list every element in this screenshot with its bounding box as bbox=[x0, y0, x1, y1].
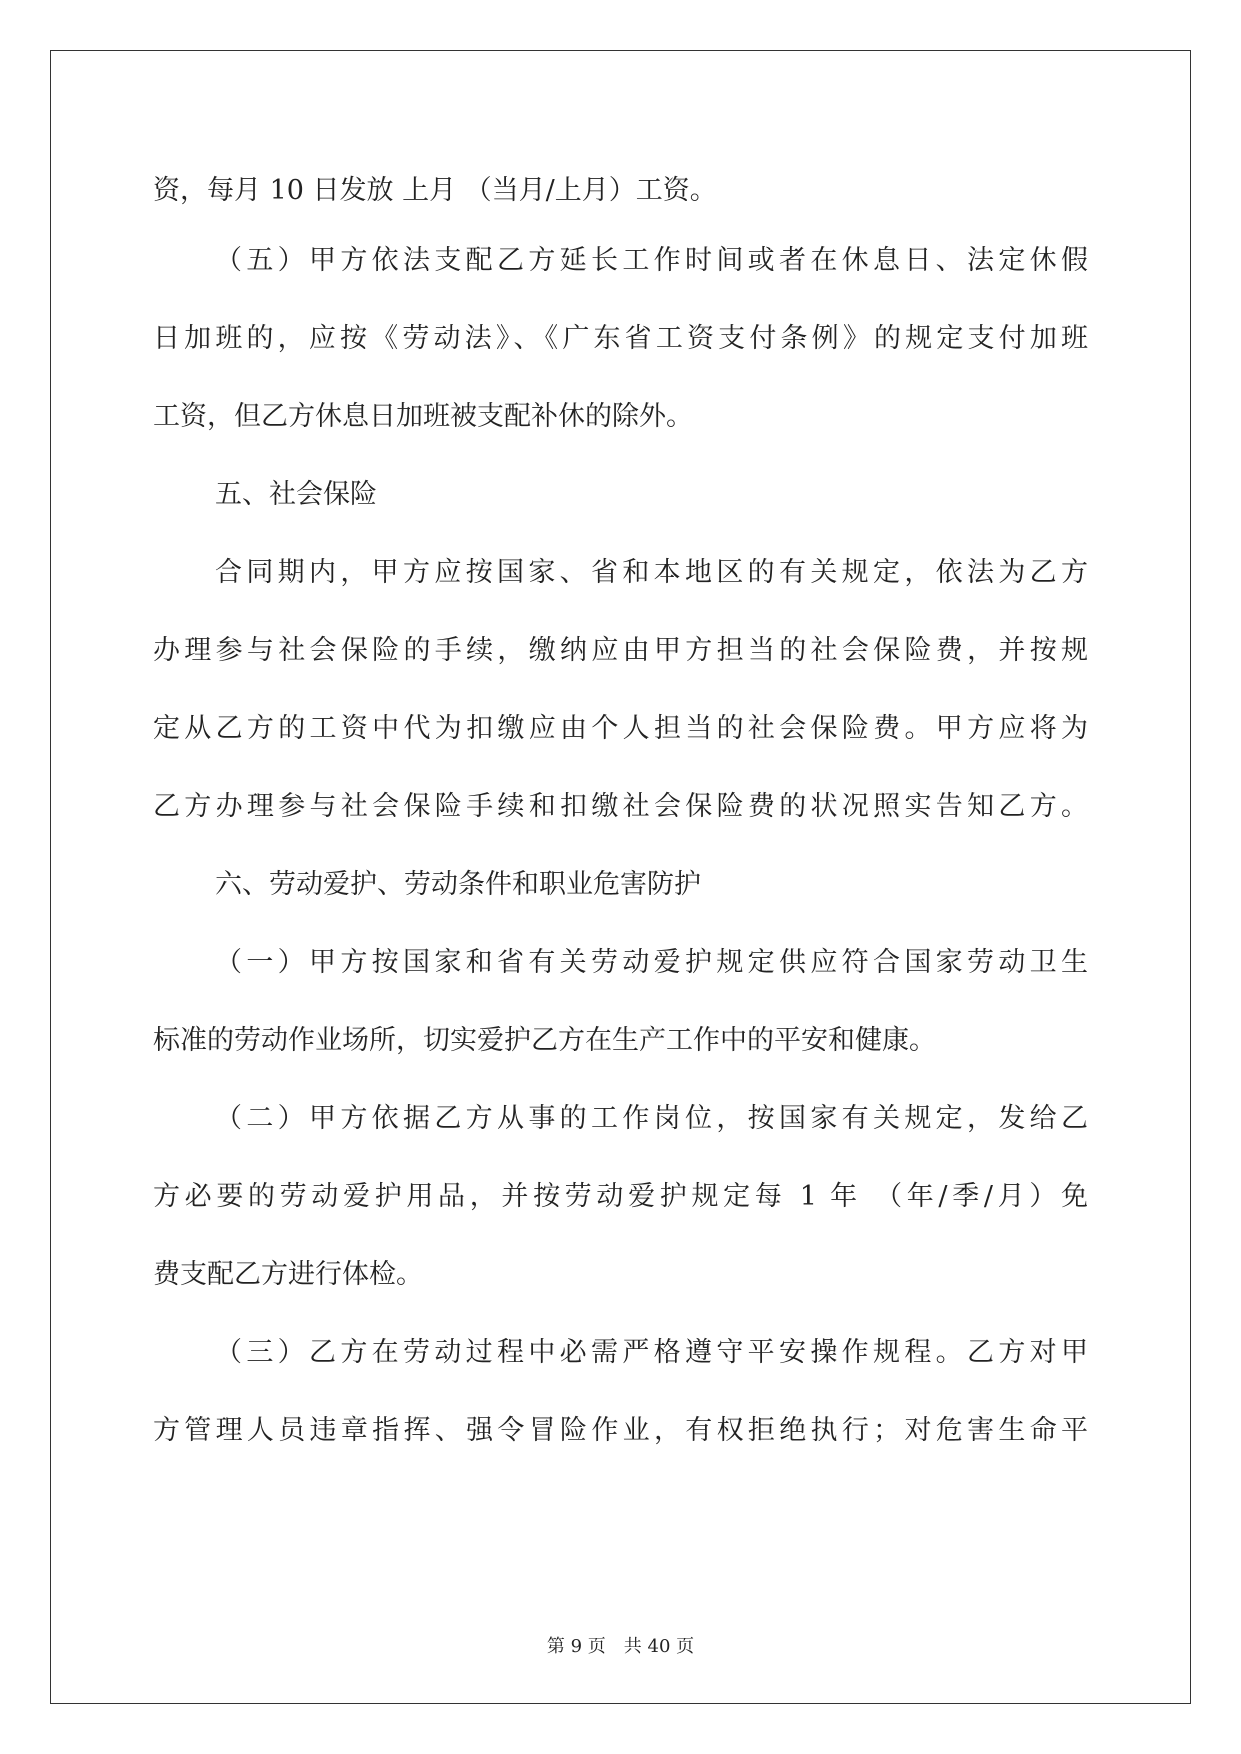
text-line-7: 办理参与社会保险的手续，缴纳应由甲方担当的社会保险费，并按规 bbox=[153, 635, 1088, 666]
text-line-16: （三）乙方在劳动过程中必需严格遵守平安操作规程。乙方对甲 bbox=[215, 1337, 1088, 1368]
text-line-14: 方必要的劳动爱护用品，并按劳动爱护规定每 1 年 （年/季/月）免 bbox=[153, 1181, 1088, 1212]
text-line-3: 日加班的，应按《劳动法》、《广东省工资支付条例》的规定支付加班 bbox=[153, 323, 1088, 354]
text-line-13: （二）甲方依据乙方从事的工作岗位，按国家有关规定，发给乙 bbox=[215, 1103, 1088, 1134]
text-line-2: （五）甲方依法支配乙方延长工作时间或者在休息日、法定休假 bbox=[215, 245, 1088, 276]
section-heading-social-insurance: 五、社会保险 bbox=[215, 479, 377, 510]
page-footer bbox=[0, 1632, 1241, 1658]
document-body bbox=[153, 160, 1088, 1470]
text-line-4: 工资，但乙方休息日加班被支配补休的除外。 bbox=[153, 401, 693, 432]
text-line-17: 方管理人员违章指挥、强令冒险作业，有权拒绝执行；对危害生命平 bbox=[153, 1415, 1088, 1446]
section-heading-labor-protection: 六、劳动爱护、劳动条件和职业危害防护 bbox=[215, 869, 701, 900]
text-line-6: 合同期内，甲方应按国家、省和本地区的有关规定，依法为乙方 bbox=[215, 557, 1088, 588]
text-line-12: 标准的劳动作业场所，切实爱护乙方在生产工作中的平安和健康。 bbox=[153, 1025, 936, 1056]
text-line-15: 费支配乙方进行体检。 bbox=[153, 1259, 423, 1290]
text-line-1: 资，每月 10 日发放 上月 （当月/上月）工资。 bbox=[153, 175, 717, 206]
page-number: 第 9 页 bbox=[546, 1636, 606, 1657]
text-line-8: 定从乙方的工资中代为扣缴应由个人担当的社会保险费。甲方应将为 bbox=[153, 713, 1088, 744]
text-line-11: （一）甲方按国家和省有关劳动爱护规定供应符合国家劳动卫生 bbox=[215, 947, 1088, 978]
text-line-9: 乙方办理参与社会保险手续和扣缴社会保险费的状况照实告知乙方。 bbox=[153, 791, 1088, 822]
total-pages: 共 40 页 bbox=[623, 1636, 695, 1657]
